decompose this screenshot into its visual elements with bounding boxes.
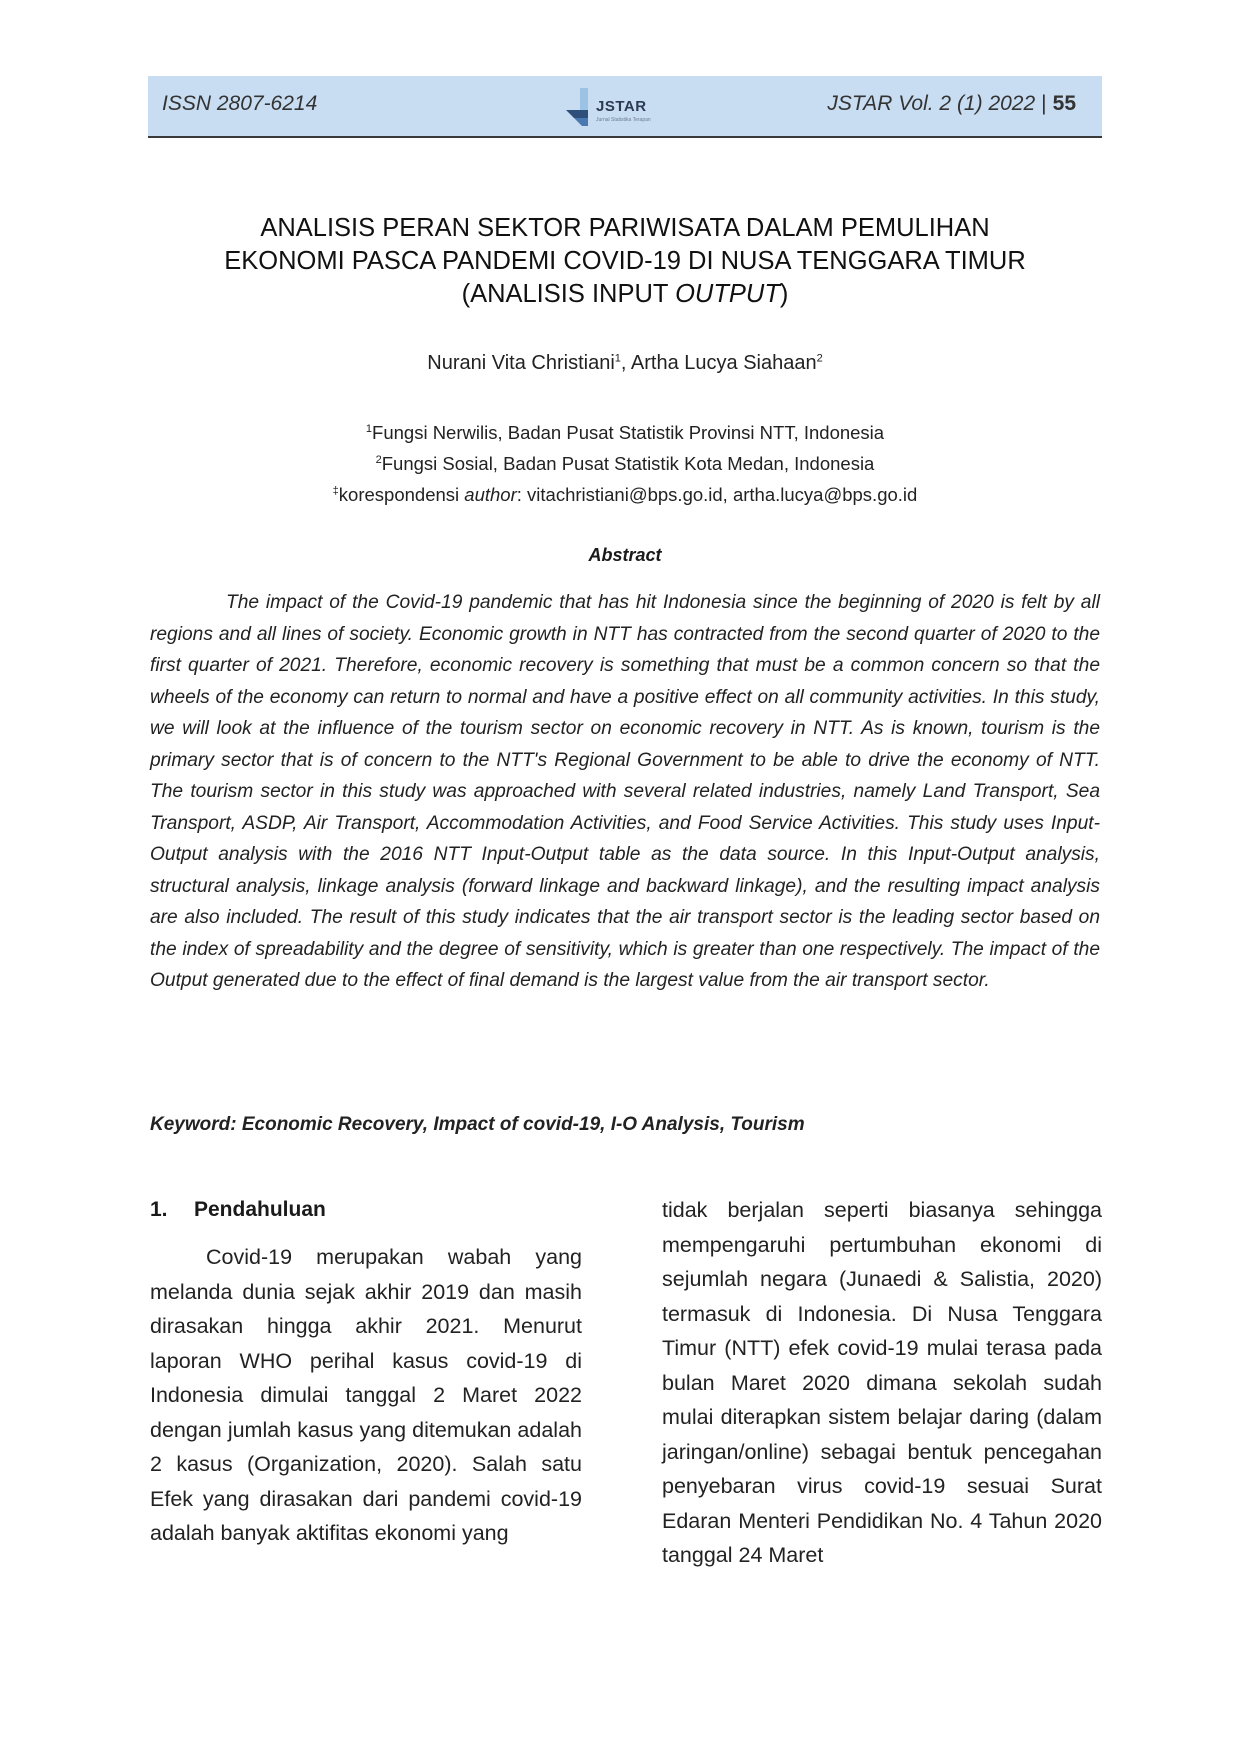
page-number: 55 [1052,92,1076,115]
logo-subtext: Jurnal Statistika Terapan [596,117,651,123]
correspondence-italic: author [464,484,517,505]
correspondence-sup: ‡ [332,484,339,497]
affiliation-1-text: Fungsi Nerwilis, Badan Pusat Statistik Provinsi NTT, Indonesia [372,422,885,443]
body-left-column: Covid-19 merupakan wabah yang melanda dunia sejak akhir 2019 dan masih dirasakan hingga akhir 2021. Menurut laporan WHO perihal kasus covid-19 di Indonesia dimulai tanggal 2 Maret 2022 dengan jumlah kasus yang ditemukan adalah 2 kasus (Organization, 2020). Salah satu Efek yang dirasakan dari pandemi covid-19 adalah banyak aktifitas ekonomi yang [150,1245,582,1545]
title-line-3-suffix: ) [779,280,789,308]
correspondence-prefix: korespondensi [338,484,465,505]
correspondence [148,484,1102,506]
keywords: Keyword: Economic Recovery, Impact of covid-19, I-O Analysis, Tourism [150,1114,805,1135]
correspondence-emails: : vitachristiani@bps.go.id, artha.lucya@bps.go.id [516,484,918,505]
author-list [148,352,1102,375]
header-separator: | [1041,92,1047,115]
title-line-3-prefix: (ANALISIS INPUT [461,280,676,308]
journal-name: JSTAR Vol. 2 (1) 2022 [827,92,1036,115]
affiliation-2 [148,453,1102,475]
section-heading [150,1198,326,1222]
jstar-logo [566,86,666,130]
page-header [148,76,1102,138]
title-line-3 [148,278,1102,311]
title-line-2: EKONOMI PASCA PANDEMI COVID-19 DI NUSA TENGGARA TIMUR [224,247,1026,275]
affiliation-2-text: Fungsi Sosial, Badan Pusat Statistik Kota Medan, Indonesia [381,453,875,474]
affiliation-1 [148,422,1102,444]
author-1-sup: 1 [614,352,621,365]
jstar-logo-mark-icon [566,88,596,128]
author-separator: , [620,352,631,374]
paper-title [148,212,1102,311]
section-number: 1. [150,1198,168,1221]
title-line-3-italic: OUTPUT [675,280,780,308]
author-2: Artha Lucya Siahaan [630,352,817,374]
issn-label: ISSN 2807-6214 [162,92,318,115]
title-line-1: ANALISIS PERAN SEKTOR PARIWISATA DALAM PEMULIHAN [260,214,990,242]
author-2-sup: 2 [816,352,823,365]
logo-text: JSTAR [596,98,647,115]
affiliation-1-sup: 1 [365,422,373,435]
journal-info [827,92,1076,116]
section-title: Pendahuluan [194,1198,326,1221]
author-1: Nurani Vita Christiani [427,352,615,374]
body-right-column: tidak berjalan seperti biasanya sehingga mempengaruhi pertumbuhan ekonomi di sejumlah negara (Junaedi & Salistia, 2020) termasuk di Indonesia. Di Nusa Tenggara Timur (NTT) efek covid-19 mulai terasa pada bulan Maret 2020 dimana sekolah sudah mulai diterapkan sistem belajar daring (dalam jaringan/online) sebagai bentuk pencegahan penyebaran virus covid-19 sesuai Surat Edaran Menteri Pendidikan No. 4 Tahun 2020 tanggal 24 Maret [662,1198,1102,1567]
abstract-text: The impact of the Covid-19 pandemic that has hit Indonesia since the beginning of 2020 is felt by all regions and all lines of society. Economic growth in NTT has contracted from the second quarter of 2020 to the first quarter of 2021. Therefore, economic recovery is something that must be a common concern so that the wheels of the economy can return to normal and have a positive effect on all community activities. In this study, we will look at the influence of the tourism sector on economic recovery in NTT. As is known, tourism is the primary sector that is of concern to the NTT's Regional Government to be able to drive the economy of NTT. The tourism sector in this study was approached with several related industries, namely Land Transport, Sea Transport, ASDP, Air Transport, Accommodation Activities, and Food Service Activities. This study uses Input-Output analysis with the 2016 NTT Input-Output table as the data source. In this Input-Output analysis, structural analysis, linkage analysis (forward linkage and backward linkage), and the resulting impact analysis are also included. The result of this study indicates that the air transport sector is the leading sector based on the index of spreadability and the degree of sensitivity, which is greater than one respectively. The impact of the Output generated due to the effect of final demand is the largest value from the air transport sector. [150,592,1100,991]
abstract-heading: Abstract [588,545,662,565]
affiliation-2-sup: 2 [375,453,382,466]
